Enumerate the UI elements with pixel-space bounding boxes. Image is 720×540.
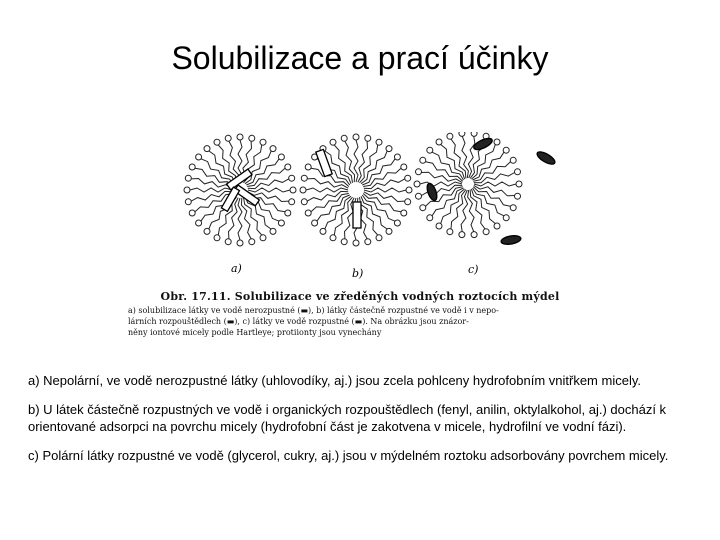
surfactant-head bbox=[290, 187, 296, 193]
surfactant-head bbox=[270, 146, 276, 152]
surfactant-tail bbox=[474, 185, 515, 195]
surfactant-head bbox=[214, 235, 220, 241]
surfactant-tail bbox=[307, 179, 348, 189]
figure-label-c: c) bbox=[468, 263, 479, 276]
surfactant-head bbox=[376, 235, 382, 241]
surfactant-head bbox=[420, 157, 426, 163]
surfactant-head bbox=[386, 228, 392, 234]
surfactant-head bbox=[305, 164, 311, 170]
surfactant-head bbox=[278, 154, 284, 160]
surfactant-head bbox=[516, 181, 522, 187]
paragraph-c: c) Polární látky rozpustné ve vodě (glycerol, cukry, aj.) jsou v mýdelném roztoku adsorbovány povrchem micely. bbox=[28, 448, 669, 463]
surfactant-head bbox=[237, 240, 243, 246]
surfactant-head bbox=[427, 147, 433, 153]
paragraph-b: b) U látek částečně rozpustných ve vodě i organických rozpouštědlech (fenyl, anilin, oktylalkohol, aj.) dochází k orientované adsorpci na povrchu micely (hydrofobní část je zakotvena v micele, hydrofilní ve vodní fázi). bbox=[28, 402, 667, 434]
surfactant-head bbox=[483, 229, 489, 235]
surfactant-head bbox=[270, 228, 276, 234]
surfactant-head bbox=[405, 175, 411, 181]
caption-line: a) solubilizace látky ve vodě nerozpustné (▬), b) látky částečně rozpustné ve vodě i v nepo- bbox=[128, 306, 499, 315]
surfactant-head bbox=[376, 139, 382, 145]
surfactant-head bbox=[185, 199, 191, 205]
surfactant-head bbox=[330, 139, 336, 145]
surfactant-head bbox=[196, 154, 202, 160]
surfactant-head bbox=[225, 239, 231, 245]
surfactant-head bbox=[312, 220, 318, 226]
paragraph-a: a) Nepolární, ve vodě nerozpustné látky (uhlovodíky, aj.) jsou zcela pohlceny hydrofobním vnitřkem micely. bbox=[28, 373, 641, 388]
surfactant-head bbox=[405, 199, 411, 205]
surfactant-head bbox=[184, 187, 190, 193]
surfactant-head bbox=[249, 239, 255, 245]
surfactant-tail bbox=[441, 145, 465, 180]
surfactant-head bbox=[515, 169, 521, 175]
surfactant-head bbox=[353, 134, 359, 140]
surfactant-head bbox=[225, 135, 231, 141]
caption-line: něny iontové micely podle Hartleye; protiionty jsou vynechány bbox=[128, 328, 382, 337]
figure-caption bbox=[128, 290, 592, 338]
surfactant-head bbox=[471, 232, 477, 238]
surfactant-head bbox=[320, 228, 326, 234]
surfactant-head bbox=[401, 164, 407, 170]
caption-body bbox=[128, 305, 592, 338]
surfactant-head bbox=[341, 239, 347, 245]
surfactant-head bbox=[394, 220, 400, 226]
surfactant-head bbox=[406, 187, 412, 193]
surfactant-head bbox=[341, 135, 347, 141]
caption-title: Obr. 17.11. Solubilizace ve zředěných vodných roztocích mýdel bbox=[160, 290, 560, 303]
surfactant-tail bbox=[471, 189, 495, 224]
surfactant-tail bbox=[364, 192, 405, 202]
surfactant-head bbox=[301, 175, 307, 181]
surfactant-head bbox=[416, 169, 422, 175]
surfactant-tail bbox=[191, 179, 232, 189]
surfactant-head bbox=[237, 134, 243, 140]
surfactant-head bbox=[416, 193, 422, 199]
surfactant-head bbox=[436, 139, 442, 145]
surfactant-head bbox=[285, 164, 291, 170]
surfactant-head bbox=[414, 181, 420, 187]
surfactant-head bbox=[330, 235, 336, 241]
surfactant-head bbox=[214, 139, 220, 145]
surfactant-head bbox=[494, 223, 500, 229]
surfactant-head bbox=[503, 215, 509, 221]
surfactant-head bbox=[436, 223, 442, 229]
surfactant-head bbox=[365, 239, 371, 245]
surfactant-head bbox=[494, 139, 500, 145]
surfactant-head bbox=[196, 220, 202, 226]
surfactant-head bbox=[301, 199, 307, 205]
surfactant-head bbox=[427, 215, 433, 221]
micelle-b bbox=[300, 134, 412, 246]
surfactant-head bbox=[278, 220, 284, 226]
surfactant-head bbox=[510, 205, 516, 211]
surfactant-head bbox=[289, 199, 295, 205]
surfactant-head bbox=[300, 187, 306, 193]
surfactant-head bbox=[459, 232, 465, 238]
surfactant-head bbox=[447, 229, 453, 235]
figure-label-a: a) bbox=[231, 262, 242, 275]
surfactant-head bbox=[185, 175, 191, 181]
surfactant-head bbox=[420, 205, 426, 211]
surfactant-head bbox=[394, 154, 400, 160]
surfactant-head bbox=[510, 157, 516, 163]
surfactant-head bbox=[447, 133, 453, 139]
surfactant-head bbox=[365, 135, 371, 141]
surfactant-head bbox=[401, 210, 407, 216]
surfactant-head bbox=[204, 228, 210, 234]
caption-line: lárních rozpouštědlech (▬), c) látky ve vodě rozpustné (▬). Na obrázku jsou znázor- bbox=[128, 317, 469, 326]
surfactant-head bbox=[285, 210, 291, 216]
figure-label-b: b) bbox=[352, 267, 364, 280]
slide-title: Solubilizace a prací účinky bbox=[171, 40, 549, 76]
surfactant-head bbox=[471, 132, 477, 136]
surfactant-head bbox=[260, 235, 266, 241]
surfactant-head bbox=[386, 146, 392, 152]
surfactant-tail bbox=[358, 141, 368, 182]
surfactant-head bbox=[305, 210, 311, 216]
surfactant-tail bbox=[473, 187, 510, 207]
surfactant-tail bbox=[426, 162, 463, 182]
surfactant-tail bbox=[421, 172, 462, 182]
surfactant-head bbox=[353, 240, 359, 246]
surfactant-head bbox=[459, 132, 465, 136]
explanation-text bbox=[28, 372, 696, 476]
surfactant-head bbox=[515, 193, 521, 199]
surfactant-head bbox=[260, 139, 266, 145]
surfactant-head bbox=[249, 135, 255, 141]
surfactant-head bbox=[189, 164, 195, 170]
surfactant-head bbox=[204, 146, 210, 152]
surfactant-head bbox=[289, 175, 295, 181]
surfactant-head bbox=[503, 147, 509, 153]
surfactant-head bbox=[189, 210, 195, 216]
